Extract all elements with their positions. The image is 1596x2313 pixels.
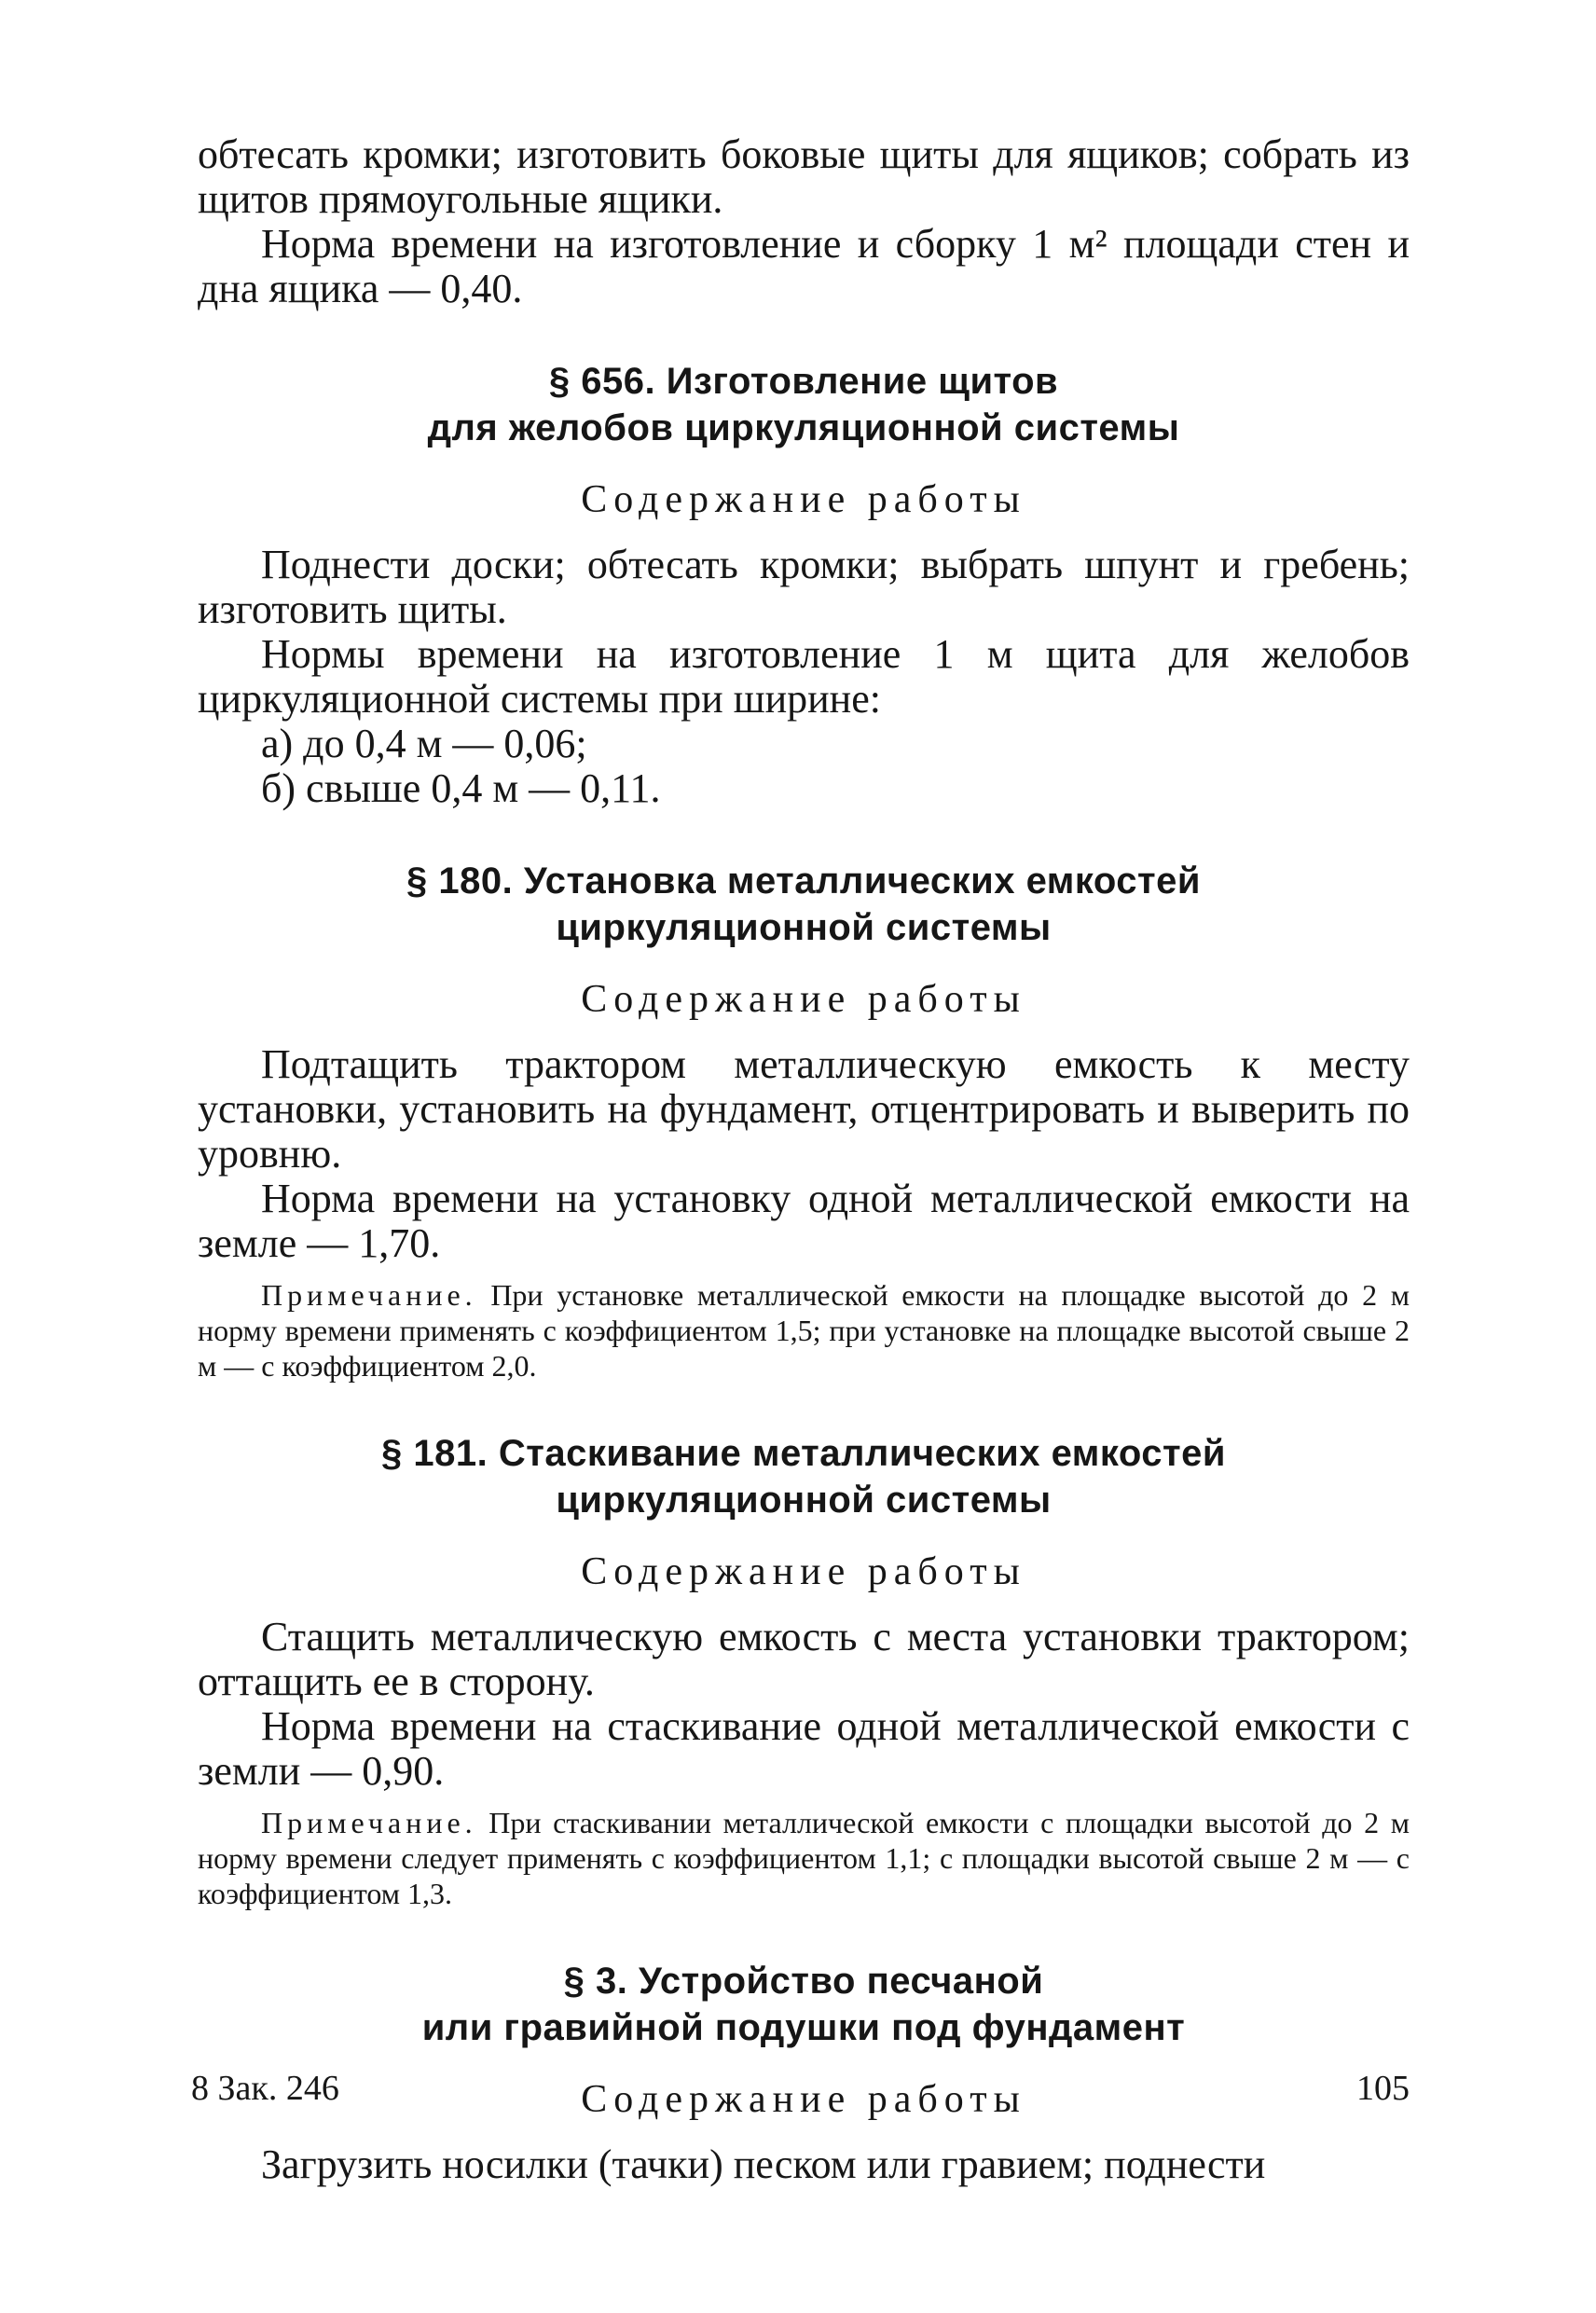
section-3-title [198, 1958, 1410, 2051]
intro-paragraph-2: Норма времени на изготовление и сборку 1 м² площади стен и дна ящика — 0,40. [198, 221, 1410, 311]
section-180-note-label: Примечание. [261, 1278, 477, 1312]
section-180-title-line-1: § 180. Установка металлических емкостей [406, 860, 1201, 902]
section-180-subheading: Содержание работы [581, 978, 1026, 1021]
section-181-paragraph-2: Норма времени на стаскивание одной металлической емкости с земли — 0,90. [198, 1703, 1410, 1794]
section-181-title-line-1: § 181. Стаскивание металлических емкостей [381, 1433, 1226, 1474]
section-656-item-a: а) до 0,4 м — 0,06; [261, 721, 587, 766]
section-656-title [198, 358, 1410, 451]
section-180-note-text: При установке металлической емкости на площадке высотой до 2 м норму времени применять с коэффициентом 1,5; при установке на площадке высотой свыше 2 м — с коэффициентом 2,0. [198, 1278, 1410, 1383]
section-181-note-text: При стаскивании металлической емкости с площадки высотой до 2 м норму времени следует применять с коэффициентом 1,1; с площадки высотой свыше 2 м — с коэффициентом 1,3. [198, 1806, 1410, 1910]
section-3-title-line-1: § 3. Устройство песчаной [563, 1961, 1044, 2002]
section-180-title-line-2: циркуляционной системы [556, 907, 1052, 948]
section-656 [198, 358, 1410, 811]
section-180-title [198, 858, 1410, 951]
section-180-note [198, 1277, 1410, 1384]
section-181-title-line-2: циркуляционной системы [556, 1480, 1052, 1521]
section-656-item-b: б) свыше 0,4 м — 0,11. [261, 765, 661, 811]
section-3-paragraph-1: Загрузить носилки (тачки) песком или гравием; поднести [261, 2141, 1266, 2187]
page-footer [191, 2068, 1410, 2109]
section-656-title-line-2: для желобов циркуляционной системы [427, 407, 1180, 448]
section-3-subheading: Содержание работы [581, 2078, 1026, 2121]
section-656-subheading: Содержание работы [581, 478, 1026, 521]
footer-signature: 8 Зак. 246 [191, 2069, 339, 2108]
section-181 [198, 1430, 1410, 1911]
intro-paragraph-1: обтесать кромки; изготовить боковые щиты для ящиков; собрать из щитов прямоугольные ящики. [198, 131, 1410, 222]
section-656-title-line-1: § 656. Изготовление щитов [548, 361, 1059, 402]
section-181-paragraph-1: Стащить металлическую емкость с места установки трактором; оттащить ее в сторону. [198, 1614, 1410, 1704]
section-181-title [198, 1430, 1410, 1523]
section-181-note [198, 1805, 1410, 1911]
section-656-paragraph-1: Поднести доски; обтесать кромки; выбрать шпунт и гребень; изготовить щиты. [198, 542, 1410, 632]
document-page [198, 132, 1410, 2187]
section-181-subheading: Содержание работы [581, 1550, 1026, 1593]
section-180-paragraph-2: Норма времени на установку одной металлической емкости на земле — 1,70. [198, 1176, 1410, 1266]
section-180 [198, 858, 1410, 1384]
section-181-note-label: Примечание. [261, 1806, 477, 1839]
section-3-title-line-2: или гравийной подушки под фундамент [421, 2007, 1186, 2048]
page-number: 105 [1356, 2069, 1410, 2108]
section-180-paragraph-1: Подтащить трактором металлическую емкость к месту установки, установить на фундамент, отцентрировать и выверить по уровню. [198, 1041, 1410, 1177]
section-656-paragraph-2: Нормы времени на изготовление 1 м щита для желобов циркуляционной системы при ширине: [198, 631, 1410, 722]
